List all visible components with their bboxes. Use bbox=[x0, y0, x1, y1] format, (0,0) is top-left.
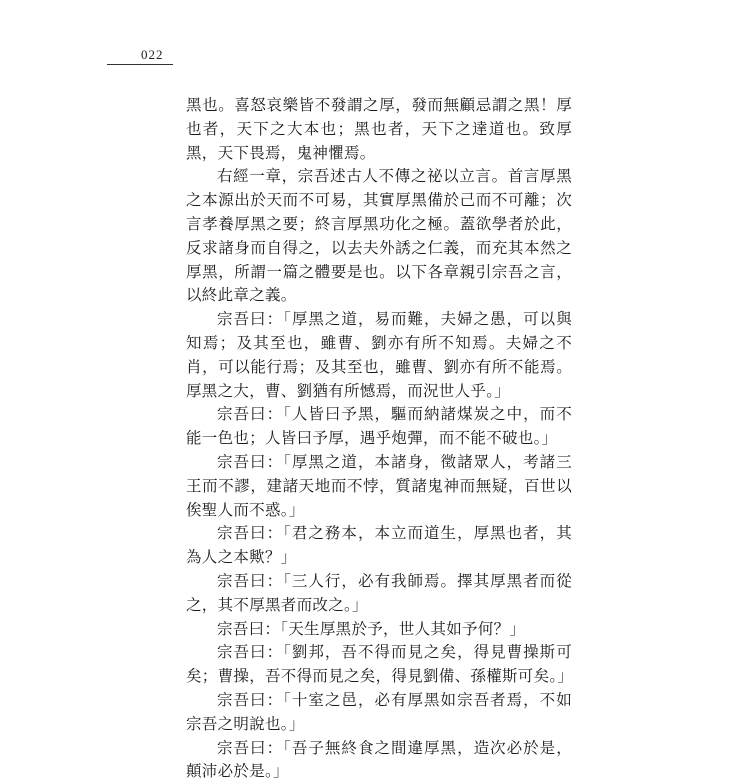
paragraph: 宗吾曰：「厚黑之道，易而難，夫婦之愚，可以與知焉；及其至也，雖曹、劉亦有所不知焉。夫婦之不肖，可以能行焉；及其至也，雖曹、劉亦有所不能焉。厚黑之大，曹、劉猶有所憾焉，而況世人乎。」 bbox=[186, 310, 572, 400]
paragraph: 宗吾曰：「厚黑之道，本諸身，徵諸眾人，考諸三王而不謬，建諸天地而不悖，質諸鬼神而無疑，百世以俟聖人而不惑。」 bbox=[186, 452, 572, 519]
header-rule bbox=[107, 64, 173, 65]
paragraph: 宗吾曰：「劉邦，吾不得而見之矣，得見曹操斯可矣；曹操，吾不得而見之矣，得見劉備、孫權斯可矣。」 bbox=[186, 643, 574, 686]
paragraph: 宗吾曰：「吾子無終食之間違厚黑，造次必於是，顛沛必於是。」 bbox=[186, 738, 572, 781]
body-text bbox=[186, 94, 572, 784]
paragraph: 宗吾曰：「天生厚黑於予，世人其如予何？」 bbox=[217, 619, 526, 638]
paragraph: 宗吾曰：「人皆曰予黑，驅而納諸煤炭之中，而不能一色也；人皆曰予厚，遇乎炮彈，而不能不破也。」 bbox=[186, 405, 572, 448]
paragraph: 右經一章，宗吾述古人不傳之祕以立言。首言厚黑之本源出於天而不可易，其實厚黑備於己而不可離；次言孝養厚黑之要；終言厚黑功化之極。蓋欲學者於此，反求諸身而自得之，以去夫外誘之仁義，而充其本然之厚黑，所謂一篇之體要是也。以下各章親引宗吾之言，以終此章之義。 bbox=[186, 167, 572, 305]
page-number: 022 bbox=[141, 47, 164, 62]
paragraph: 宗吾曰：「三人行，必有我師焉。擇其厚黑者而從之，其不厚黑者而改之。」 bbox=[186, 571, 572, 614]
paragraph: 宗吾曰：「十室之邑，必有厚黑如宗吾者焉，不如宗吾之明說也。」 bbox=[186, 690, 572, 733]
paragraph: 黑也。喜怒哀樂皆不發謂之厚，發而無顧忌謂之黑！厚也者，天下之大本也；黑也者，天下之達道也。致厚黑，天下畏焉，鬼神懼焉。 bbox=[186, 96, 572, 162]
paragraph: 宗吾曰：「君之務本，本立而道生，厚黑也者，其為人之本歟？」 bbox=[186, 524, 572, 567]
